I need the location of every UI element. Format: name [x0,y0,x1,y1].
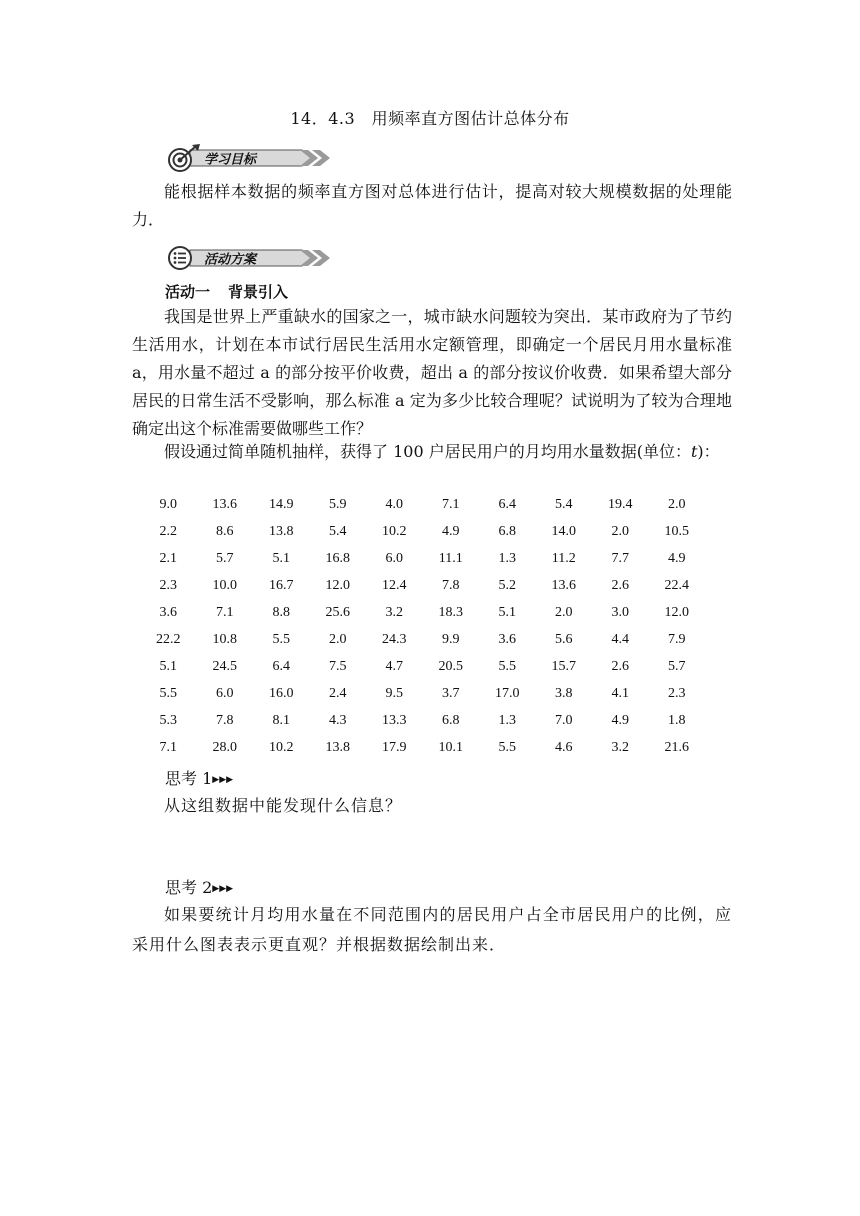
table-cell: 3.2 [611,739,629,755]
table-cell: 14.9 [269,496,294,512]
table-cell: 7.5 [329,658,347,674]
list-icon [169,247,191,269]
table-row [140,653,705,680]
table-cell: 4.6 [555,739,573,755]
activity-label: 活动一 [165,283,211,301]
table-cell: 2.3 [159,577,177,593]
table-row [140,734,705,761]
table-cell: 2.6 [611,577,629,593]
think1-question: 从这组数据中能发现什么信息？ [164,796,403,815]
table-cell: 16.7 [269,577,294,593]
table-cell: 8.8 [272,604,290,620]
sample-unit: t [690,442,698,461]
table-row [140,680,705,707]
table-cell: 5.5 [159,685,177,701]
think2-label: 思考 2 [165,878,213,897]
table-cell: 17.9 [382,739,407,755]
table-cell: 4.0 [385,496,403,512]
table-cell: 12.0 [325,577,350,593]
table-cell: 7.7 [611,550,629,566]
table-row [140,491,705,518]
table-cell: 4.9 [611,712,629,728]
table-cell: 2.4 [329,685,347,701]
objective-paragraph: 能根据样本数据的频率直方图对总体进行估计，提高对较大规模数据的处理能力． [132,182,732,229]
table-cell: 4.3 [329,712,347,728]
table-cell: 5.5 [498,739,516,755]
table-cell: 7.8 [442,577,460,593]
table-cell: 14.0 [551,523,576,539]
activities-banner [162,244,332,272]
table-cell: 5.5 [272,631,290,647]
table-cell: 2.0 [668,496,686,512]
table-cell: 16.0 [269,685,294,701]
table-cell: 25.6 [325,604,350,620]
table-cell: 3.0 [611,604,629,620]
table-cell: 10.8 [212,631,237,647]
activity-heading [165,281,306,302]
table-row [140,599,705,626]
table-cell: 6.4 [272,658,290,674]
table-cell: 21.6 [664,739,689,755]
table-cell: 17.0 [495,685,520,701]
table-row [140,626,705,653]
table-cell: 11.2 [551,550,576,566]
table-cell: 18.3 [438,604,463,620]
intro-paragraph: 我国是世界上严重缺水的国家之一，城市缺水问题较为突出．某市政府为了节约生活用水，计划在本市试行居民生活用水定额管理，即确定一个居民月用水量标准 a，用水量不超过 a 的部分按平价收费，超出 a 的部分按议价收费．如果希望大部分居民的日常生活不受影响，那么标准 a 定为多少比较合理呢？试说明为了较为合理地确定出这个标准需要做哪些工作？ [132,307,732,438]
activity-name: 背景引入 [228,283,289,301]
think2-question: 如果要统计月均用水量在不同范围内的居民用户占全市居民用户的比例，应采用什么图表表示更直观？并根据数据绘制出来． [132,905,732,954]
think2-heading [165,875,233,898]
table-cell: 11.1 [438,550,463,566]
think1-arrows-icon: ▶▶▶ [212,775,234,785]
water-usage-table [140,491,705,761]
table-cell: 10.5 [664,523,689,539]
sample-tail: )： [697,442,720,461]
table-cell: 13.3 [382,712,407,728]
table-cell: 24.3 [382,631,407,647]
sample-paragraph [132,438,732,466]
table-cell: 5.2 [498,577,516,593]
objectives-banner-label: 学习目标 [204,152,257,168]
table-cell: 6.0 [216,685,234,701]
table-cell: 5.1 [272,550,290,566]
table-cell: 3.7 [442,685,460,701]
table-cell: 13.6 [212,496,237,512]
table-row [140,572,705,599]
table-cell: 24.5 [212,658,237,674]
objectives-banner [162,144,332,172]
table-cell: 9.9 [442,631,460,647]
table-cell: 22.2 [156,631,181,647]
table-cell: 7.0 [555,712,573,728]
table-cell: 12.4 [382,577,407,593]
table-cell: 9.0 [159,496,177,512]
table-cell: 1.8 [668,712,686,728]
table-row [140,707,705,734]
table-cell: 13.8 [325,739,350,755]
table-cell: 3.6 [159,604,177,620]
table-row [140,545,705,572]
table-cell: 7.1 [442,496,460,512]
table-cell: 6.4 [498,496,516,512]
table-cell: 7.1 [216,604,234,620]
table-cell: 2.3 [668,685,686,701]
table-cell: 4.9 [668,550,686,566]
table-cell: 5.7 [216,550,234,566]
table-cell: 5.6 [555,631,573,647]
table-cell: 13.6 [551,577,576,593]
think2-arrows-icon: ▶▶▶ [212,884,234,894]
table-cell: 2.2 [159,523,177,539]
table-cell: 9.5 [385,685,403,701]
table-cell: 5.4 [555,496,573,512]
table-cell: 4.1 [611,685,629,701]
table-cell: 20.5 [438,658,463,674]
table-cell: 2.0 [555,604,573,620]
table-cell: 10.2 [269,739,294,755]
list-banner-graphic [162,244,332,272]
table-cell: 5.9 [329,496,347,512]
table-cell: 3.6 [498,631,516,647]
target-banner-graphic [162,144,332,172]
activities-banner-label: 活动方案 [204,252,257,268]
table-cell: 5.7 [668,658,686,674]
table-cell: 5.5 [498,658,516,674]
table-cell: 2.0 [329,631,347,647]
table-cell: 7.9 [668,631,686,647]
table-cell: 3.8 [555,685,573,701]
table-cell: 3.2 [385,604,403,620]
table-cell: 5.1 [498,604,516,620]
table-cell: 6.8 [498,523,516,539]
table-cell: 1.3 [498,550,516,566]
table-cell: 5.1 [159,658,177,674]
think1-heading [165,766,233,789]
table-cell: 8.1 [272,712,290,728]
table-cell: 22.4 [664,577,689,593]
table-cell: 4.7 [385,658,403,674]
table-cell: 4.4 [611,631,629,647]
table-cell: 16.8 [325,550,350,566]
table-cell: 2.0 [611,523,629,539]
think1-label: 思考 1 [165,769,213,788]
table-cell: 4.9 [442,523,460,539]
table-row [140,518,705,545]
table-cell: 10.1 [438,739,463,755]
table-cell: 7.8 [216,712,234,728]
table-cell: 6.0 [385,550,403,566]
table-cell: 8.6 [216,523,234,539]
table-cell: 12.0 [664,604,689,620]
table-cell: 7.1 [159,739,177,755]
table-cell: 5.4 [329,523,347,539]
table-cell: 2.6 [611,658,629,674]
table-cell: 10.0 [212,577,237,593]
table-cell: 13.8 [269,523,294,539]
table-cell: 15.7 [551,658,576,674]
section-title: 14．4.3 用频率直方图估计总体分布 [290,109,570,128]
table-cell: 2.1 [159,550,177,566]
table-cell: 28.0 [212,739,237,755]
table-cell: 1.3 [498,712,516,728]
sample-text: 假设通过简单随机抽样，获得了 100 户居民用户的月均用水量数据(单位： [164,442,691,461]
table-cell: 10.2 [382,523,407,539]
table-cell: 5.3 [159,712,177,728]
table-cell: 19.4 [608,496,633,512]
table-cell: 6.8 [442,712,460,728]
